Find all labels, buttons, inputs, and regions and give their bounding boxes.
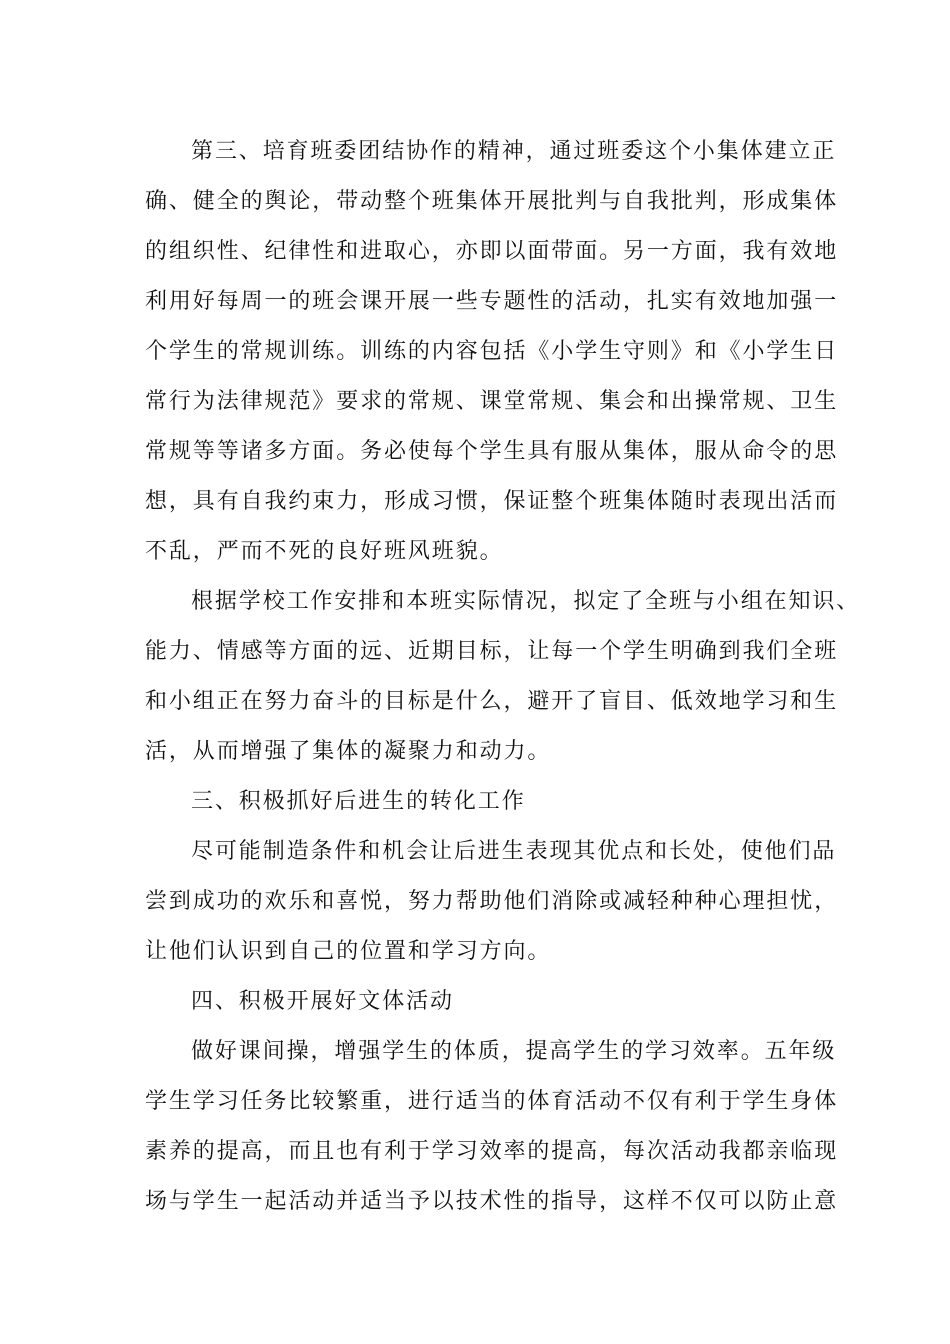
text-line: 活，从而增强了集体的凝聚力和动力。 [145,739,552,764]
text-line: 常规等等诸多方面。务必使每个学生具有服从集体，服从命令的思 [145,439,839,464]
text-line: 尽可能制造条件和机会让后进生表现其优点和长处，使他们品 [191,839,837,864]
section-heading: 三、积极抓好后进生的转化工作 [191,789,526,814]
text-line: 素养的提高，而且也有利于学习效率的提高，每次活动我都亲临现 [145,1139,839,1164]
text-line: 做好课间操，增强学生的体质，提高学生的学习效率。五年级 [191,1039,837,1064]
text-line: 第三、培育班委团结协作的精神，通过班委这个小集体建立正 [191,139,837,164]
text-line: 常行为法律规范》要求的常规、课堂常规、集会和出操常规、卫生 [145,389,839,414]
text-line: 能力、情感等方面的远、近期目标，让每一个学生明确到我们全班 [145,639,839,664]
text-line: 确、健全的舆论，带动整个班集体开展批判与自我批判，形成集体 [145,189,839,214]
section-heading: 四、积极开展好文体活动 [191,989,454,1014]
text-line: 场与学生一起活动并适当予以技术性的指导，这样不仅可以防止意 [145,1189,839,1214]
text-line: 学生学习任务比较繁重，进行适当的体育活动不仅有利于学生身体 [145,1089,839,1114]
text-line: 不乱，严而不死的良好班风班貌。 [145,539,504,564]
text-line: 和小组正在努力奋斗的目标是什么，避开了盲目、低效地学习和生 [145,689,839,714]
text-line: 的组织性、纪律性和进取心，亦即以面带面。另一方面，我有效地 [145,239,839,264]
text-line: 利用好每周一的班会课开展一些专题性的活动，扎实有效地加强一 [145,289,839,314]
text-line: 根据学校工作安排和本班实际情况，拟定了全班与小组在知识、 [191,589,861,614]
text-line: 个学生的常规训练。训练的内容包括《小学生守则》和《小学生日 [145,339,839,364]
text-line: 尝到成功的欢乐和喜悦，努力帮助他们消除或减轻种种心理担忧， [145,889,839,914]
text-line: 想，具有自我约束力，形成习惯，保证整个班集体随时表现出活而 [145,489,839,514]
text-line: 让他们认识到自己的位置和学习方向。 [145,939,552,964]
